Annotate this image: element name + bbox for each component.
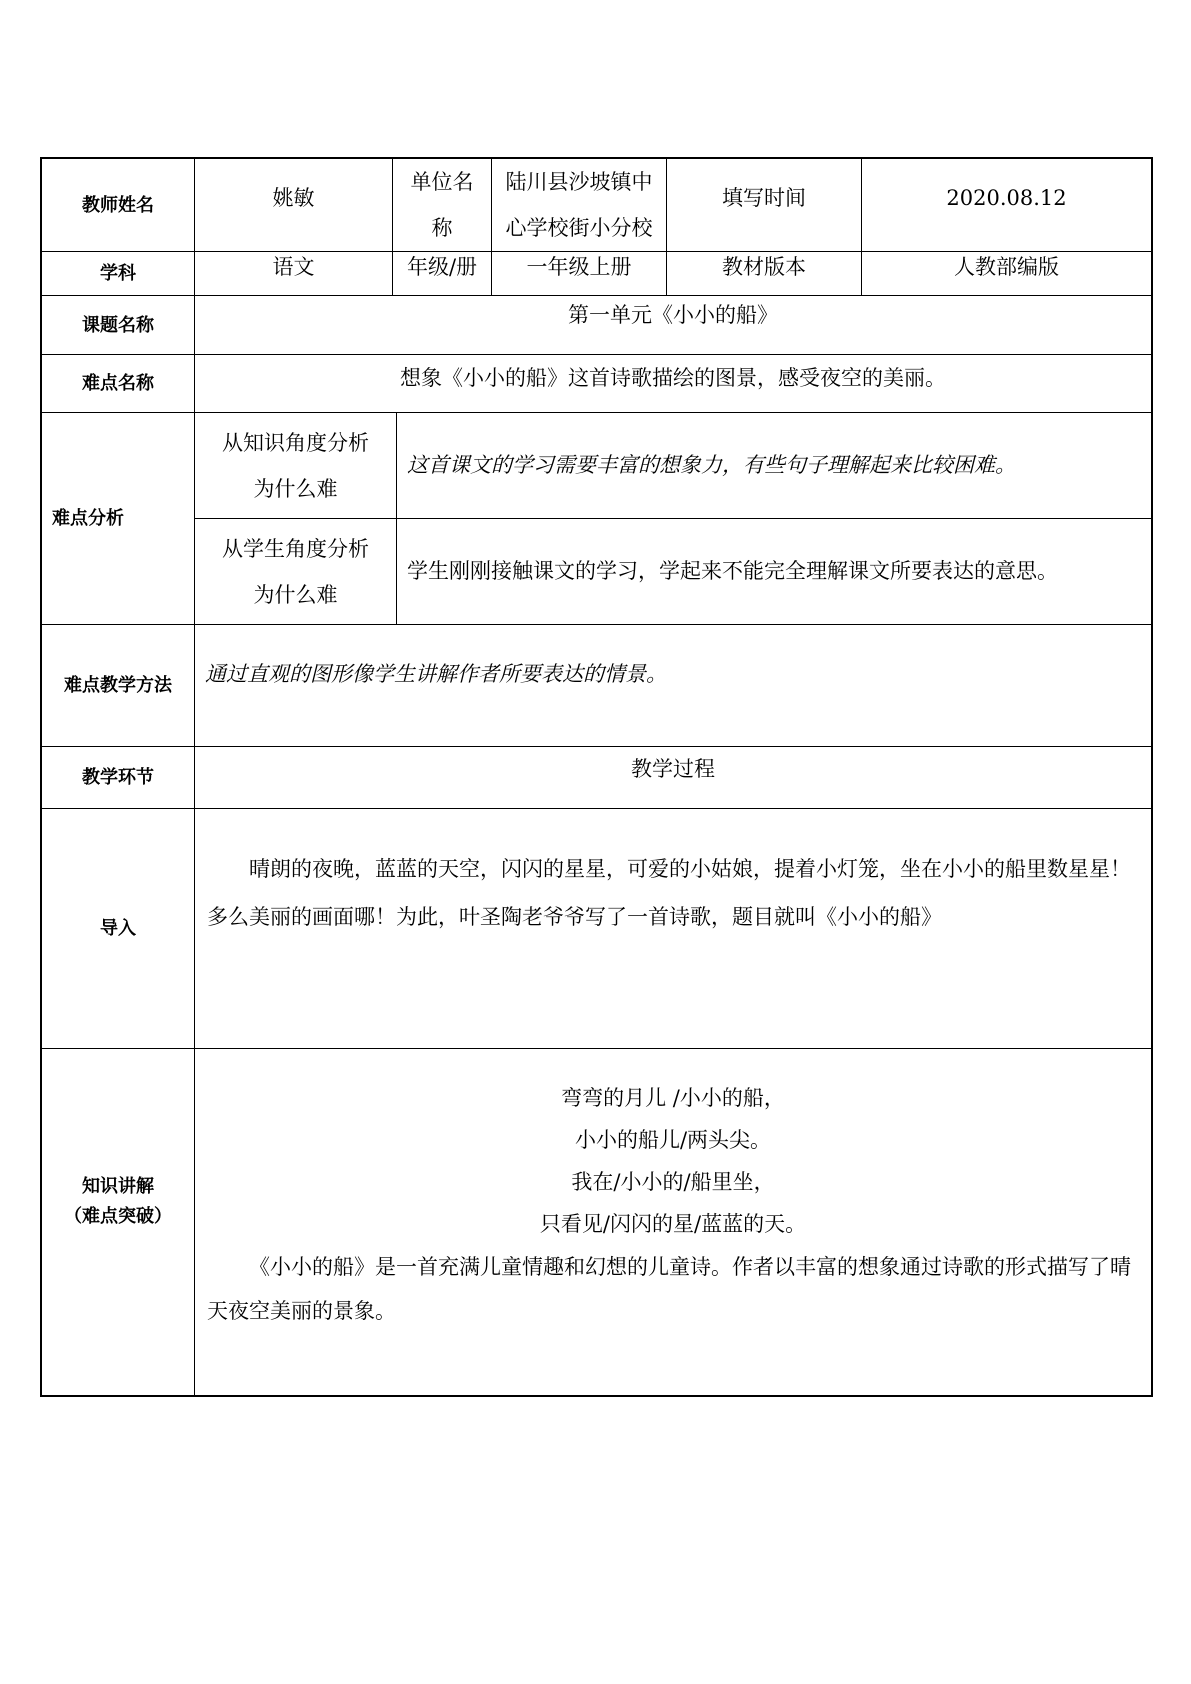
knowledge-content (195, 1049, 1151, 1395)
intro-paragraph: 晴朗的夜晚，蓝蓝的天空，闪闪的星星，可爱的小姑娘，提着小灯笼，坐在小小的船里数星星！多么美丽的画面哪！为此，叶圣陶老爷爷写了一首诗歌，题目就叫《小小的船》 (207, 857, 1131, 929)
poem-line: 小小的船儿/两头尖。 (574, 1128, 772, 1152)
knowledge-explanation-label-line2: （难点突破） (64, 1206, 172, 1227)
teacher-name-label: 教师姓名 (82, 194, 154, 216)
student-angle-label-line1: 从学生角度分析 (222, 536, 369, 561)
difficulty-label: 难点名称 (82, 373, 154, 394)
teaching-method-value: 通过直观的图形像学生讲解作者所要表达的情景。 (205, 662, 667, 687)
knowledge-angle-label (195, 413, 396, 518)
knowledge-angle-label-line1: 从知识角度分析 (222, 430, 369, 455)
grade-label: 年级/册 (406, 255, 478, 280)
intro-label: 导入 (100, 918, 136, 939)
teaching-stage-label: 教学环节 (82, 767, 154, 788)
fill-date-value: 2020.08.12 (946, 186, 1067, 211)
textbook-edition-label: 教材版本 (722, 255, 806, 280)
difficulty-value: 想象《小小的船》这首诗歌描绘的图景，感受夜空的美丽。 (400, 366, 946, 391)
knowledge-paragraph: 《小小的船》是一首充满儿童情趣和幻想的儿童诗。作者以丰富的想象通过诗歌的形式描写了晴天夜空美丽的景象。 (207, 1255, 1131, 1323)
intro-content (195, 809, 1151, 1048)
fill-date-label: 填写时间 (722, 186, 806, 211)
teaching-process-header: 教学过程 (631, 757, 715, 782)
unit-name-label-line1: 单位名 (410, 170, 474, 194)
knowledge-angle-label-line2: 为什么难 (253, 476, 338, 501)
knowledge-angle-value: 这首课文的学习需要丰富的想象力，有些句子理解起来比较困难。 (407, 452, 1016, 477)
unit-name-value-line1: 陆川县沙坡镇中 (505, 170, 653, 194)
unit-name-label-line2: 称 (431, 216, 453, 240)
knowledge-explanation-label (42, 1049, 194, 1395)
student-angle-label-line2: 为什么难 (253, 582, 338, 607)
textbook-edition-value: 人教部编版 (954, 255, 1059, 280)
teacher-name-value: 姚敏 (272, 186, 315, 211)
student-angle-label (195, 519, 396, 624)
unit-name-label (393, 159, 491, 251)
difficulty-analysis-label: 难点分析 (52, 508, 124, 529)
unit-name-value-line2: 心学校街小分校 (505, 216, 653, 240)
topic-label: 课题名称 (82, 314, 154, 336)
unit-name-value (492, 159, 666, 251)
knowledge-explanation-label-line1: 知识讲解 (82, 1176, 154, 1197)
poem-line: 只看见/闪闪的星/蓝蓝的天。 (539, 1212, 807, 1236)
poem-line: 弯弯的月儿 /小小的船， (561, 1086, 785, 1110)
poem-line: 我在/小小的/船里坐， (571, 1170, 775, 1194)
lesson-plan-table (40, 157, 1153, 1397)
subject-label: 学科 (100, 263, 136, 284)
teaching-method-label: 难点教学方法 (64, 675, 172, 696)
subject-value: 语文 (272, 255, 315, 280)
grade-value: 一年级上册 (526, 255, 632, 280)
student-angle-value: 学生刚刚接触课文的学习，学起来不能完全理解课文所要表达的意思。 (407, 558, 1058, 583)
topic-value: 第一单元《小小的船》 (568, 303, 778, 328)
